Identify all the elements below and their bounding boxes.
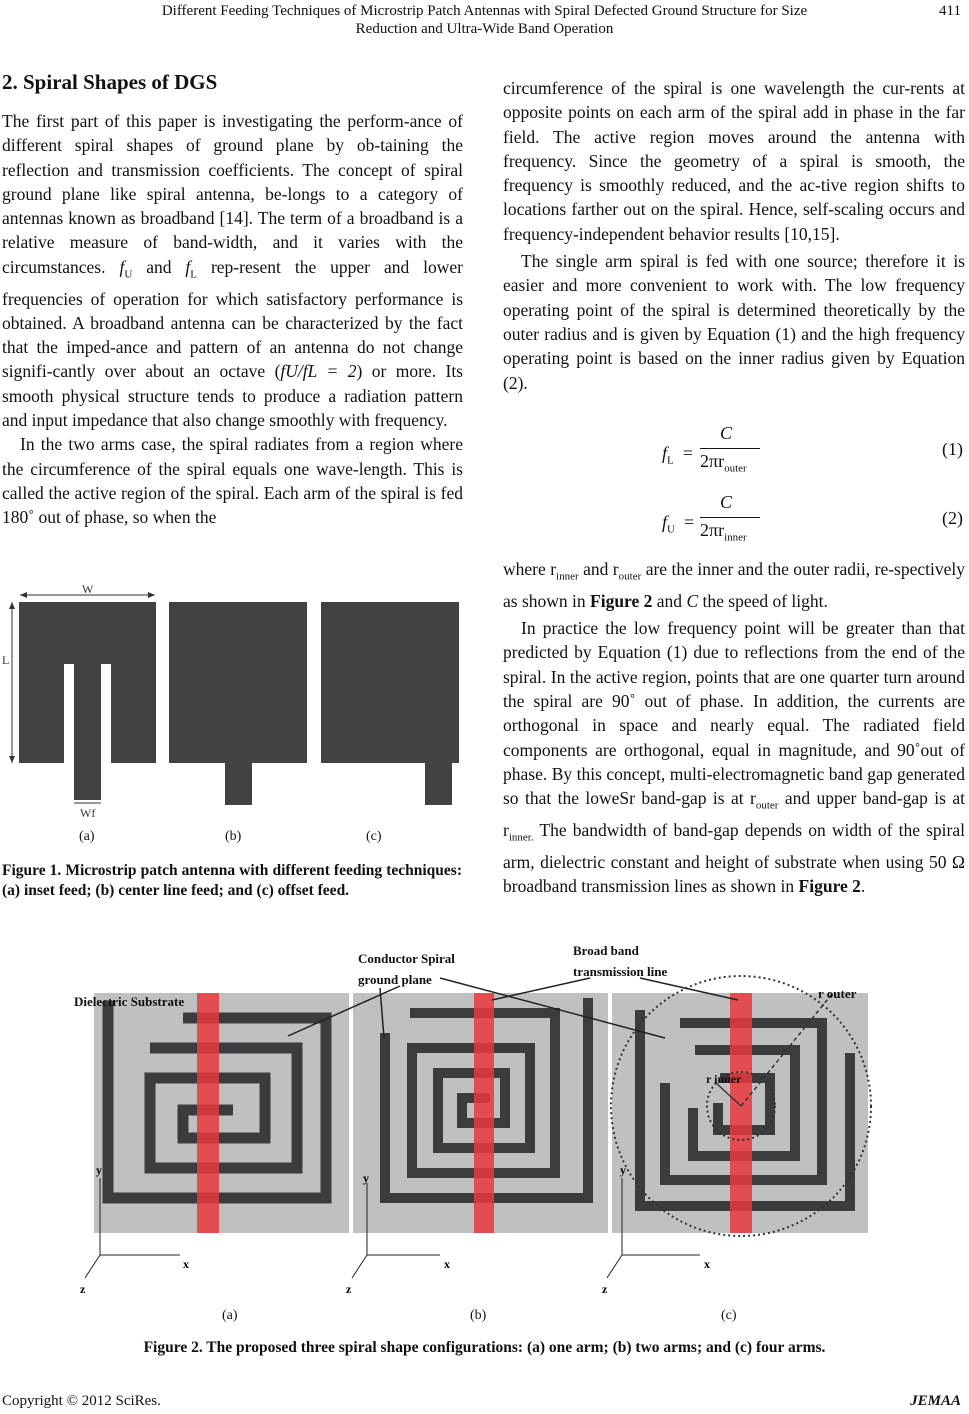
right-paragraph-2: The single arm spiral is fed with one source; therefore it is easier and more convenient to work with. The low frequency operating point of the spiral is determined theoretically by the outer radius and is given by Equation (1) and the high frequency operating point is based on the inner radius given by Equation (2).: [503, 251, 965, 393]
journal-name: JEMAA: [910, 1393, 961, 1409]
p3d: and: [652, 590, 687, 611]
label-conductor-spiral: Conductor Spiral: [358, 951, 455, 966]
eq1-lhs: f: [662, 443, 668, 463]
left-p1c-text: ) or more. Its smooth physical structure tends to produce a radiation pattern and input impedance that also change smoothly with frequency.: [2, 361, 463, 431]
label-ground-plane: ground plane: [358, 972, 432, 987]
fig2-sub-a: (a): [222, 1308, 238, 1323]
eq2-equals: =: [683, 512, 695, 532]
fig1-sub-b: (b): [225, 829, 242, 844]
axis-c-y-label: y: [620, 1163, 626, 1177]
label-dielectric-substrate: Dielectric Substrate: [74, 994, 185, 1009]
fig2-sub-b: (b): [470, 1308, 487, 1323]
right-column-bottom: [503, 557, 965, 898]
p4-inner: inner.: [508, 831, 534, 844]
eq2-denominator: 2πr: [700, 520, 725, 540]
arrowhead-w-left: [20, 592, 27, 598]
eq1-den-sub: outer: [724, 462, 747, 475]
figure-2-drawing: [0, 938, 969, 1308]
feed-a: [74, 664, 101, 800]
eq2-fraction-bar: [700, 517, 760, 518]
arrowhead-l-top: [9, 602, 15, 609]
right-paragraph-1: circumference of the spiral is one wavelength the cur-rents at opposite points on each arm of the spiral add in phase in the far field. The active region moves around the antenna with frequency. Since the geometry of a spiral is smooth, the frequency is smoothly reduced, and the ac-tive region shifts to locations farther out on the spiral. Hence, self-scaling occurs and frequency-independent behavior results [10,15].: [503, 78, 965, 244]
feed-line-c: [730, 993, 752, 1233]
p3-c: C: [686, 590, 699, 611]
p3-outer: outer: [618, 570, 642, 583]
right-column-top: [503, 76, 965, 395]
axis-a-x-label: x: [183, 1257, 189, 1271]
feed-line-a: [197, 993, 219, 1233]
p3b: and r: [578, 559, 619, 579]
fu-symbol: f: [119, 256, 125, 277]
p3e: the speed of light.: [698, 590, 828, 611]
p4c: The bandwidth of band-gap depends on width of the spiral arm, dielectric constant and height of substrate when using 50 Ω broadband transmission lines as shown in: [503, 819, 965, 897]
axis-c-z: [607, 1255, 622, 1278]
feed-line-b: [474, 993, 494, 1233]
and-text: and: [132, 256, 186, 277]
figure-2-caption: Figure 2. The proposed three spiral shape configurations: (a) one arm; (b) two arms; and (c) four arms.: [143, 1339, 826, 1356]
eq2-den-sub: inner: [724, 531, 747, 544]
header-title-line2: Reduction and Ultra-Wide Band Operation: [355, 21, 614, 37]
arrowhead-w-right: [148, 592, 155, 598]
right-paragraph-3: [503, 557, 965, 613]
eq1-numerator: C: [720, 423, 733, 443]
left-paragraph-2: In the two arms case, the spiral radiates from a region where the circumference of the spiral equals one wave-length. This is called the active region of the spiral. Each arm of the spiral is fed 180˚ out of phase, so when the: [2, 434, 463, 528]
axis-a-z: [85, 1255, 100, 1278]
axis-c-z-label: z: [602, 1282, 608, 1296]
p3a: where r: [503, 559, 557, 579]
eq1-number: (1): [942, 439, 963, 459]
copyright: Copyright © 2012 SciRes.: [2, 1393, 161, 1409]
axis-b-y-label: y: [363, 1171, 369, 1185]
fu-sub: U: [124, 268, 133, 281]
eq1-lhs-sub: L: [667, 454, 674, 467]
figure-1-caption: Figure 1. Microstrip patch antenna with different feeding techniques: (a) inset feed; (b) center line feed; and (c) offset feed.: [2, 862, 462, 899]
axis-a-y-label: y: [96, 1163, 102, 1177]
fig1-sub-c: (c): [366, 829, 382, 844]
arrowhead-l-bottom: [9, 756, 15, 763]
label-r-inner: r inner: [706, 1072, 742, 1086]
p4b: and upper band-gap is at r: [503, 788, 965, 840]
fig1-sub-a: (a): [79, 829, 95, 844]
patch-b: [169, 602, 307, 763]
p4-outer: outer: [755, 799, 779, 812]
page-number: 411: [939, 3, 961, 19]
p4d: .: [860, 876, 866, 897]
octave-ratio: fU/fL = 2: [280, 361, 357, 382]
label-w: W: [82, 582, 94, 596]
left-p1b-text: rep-resent the upper and lower frequencies of operation for which satisfactory performance is obtained. A broadband antenna can be characterized by the fact that the imped-ance and pattern of an antenna do not change signifi-cantly over about an octave (: [2, 256, 463, 382]
label-r-outer: r outer: [818, 986, 857, 1001]
p3c: are the inner and the outer radii, re-spectively as shown in: [503, 559, 965, 611]
fig2-sub-c: (c): [721, 1308, 737, 1323]
section-title: 2. Spiral Shapes of DGS: [2, 70, 218, 94]
eq2-numerator: C: [720, 492, 733, 512]
axis-c-x-label: x: [704, 1257, 710, 1271]
axis-a-z-label: z: [80, 1282, 86, 1296]
figure-1-drawing: [0, 578, 470, 818]
label-wf: Wf: [80, 806, 96, 818]
eq1-equals: =: [682, 443, 693, 463]
patch-c: [321, 602, 459, 763]
equation-1: [662, 425, 967, 475]
eq2-lhs-sub: U: [667, 523, 675, 536]
eq1-denominator: 2πr: [700, 451, 725, 471]
eq2-lhs: f: [662, 512, 668, 532]
p4a: In practice the low frequency point will be greater than that predicted by Equation (1) due to reflections from the end of the spiral. In the active region, points that are one quarter turn around the spiral are 90˚ out of phase. In addition, the currents are orthogonal in space and nearly equal. The radiated field components are orthogonal, equal in magnitude, and 90˚out of phase. By this concept, multi-electromagnetic band gap generated so that the loweSr band-gap is at r: [503, 618, 965, 809]
left-column: [2, 109, 463, 530]
header-title-line1: Different Feeding Techniques of Microstrip Patch Antennas with Spiral Defected Ground Structure for Size: [161, 3, 808, 19]
eq1-fraction-bar: [700, 448, 760, 449]
fl-symbol: f: [185, 256, 191, 277]
p3-fig-ref: Figure 2: [590, 590, 653, 611]
left-paragraph-1: [2, 109, 463, 432]
running-header: [0, 2, 969, 38]
label-l: L: [2, 653, 10, 667]
axis-b-x-label: x: [444, 1257, 450, 1271]
feed-b: [225, 763, 252, 805]
equation-2: [662, 494, 967, 544]
label-broad-band: Broad band: [573, 943, 639, 958]
p4-fig-ref: Figure 2: [798, 876, 861, 897]
left-p1-text: The first part of this paper is investigating the perform-ance of different spiral shapes of ground plane by ob-taining the reflection and transmission coefficients. The concept of spiral ground plane like spiral antenna, be-longs to a category of antennas known as broadband [14]. The term of a broadband is a relative measure of band-width, and it varies with the circumstances.: [2, 111, 463, 277]
label-transmission-line: transmission line: [573, 964, 668, 979]
right-paragraph-4: [503, 616, 965, 898]
p3-inner: inner: [556, 570, 579, 583]
axis-b-z: [352, 1255, 367, 1278]
feed-c: [425, 763, 452, 805]
axis-b-z-label: z: [346, 1282, 352, 1296]
fl-sub: L: [190, 268, 198, 281]
eq2-number: (2): [942, 508, 963, 528]
